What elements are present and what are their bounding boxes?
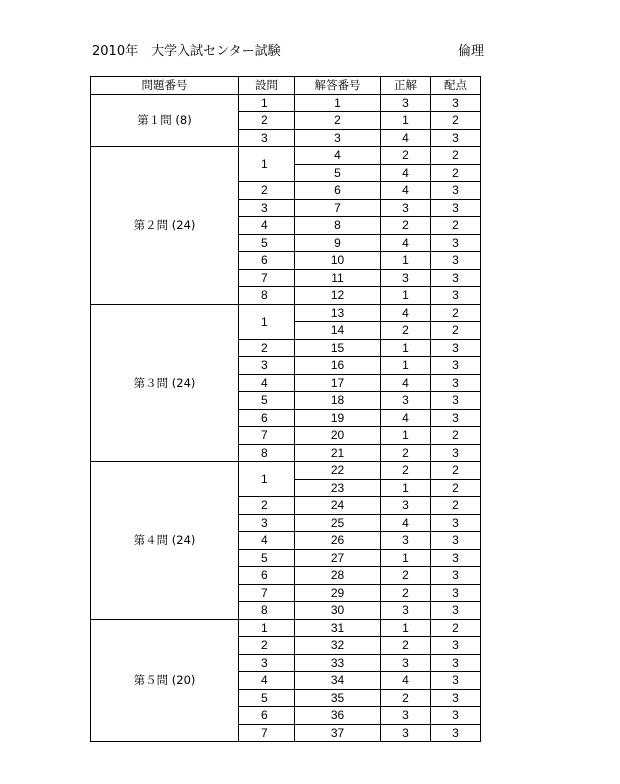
sub-question-number: 5 bbox=[239, 689, 295, 707]
points: 3 bbox=[431, 672, 481, 690]
table-row bbox=[91, 147, 481, 165]
sub-question-number: 7 bbox=[239, 427, 295, 445]
points: 3 bbox=[431, 444, 481, 462]
correct-answer: 4 bbox=[381, 129, 431, 147]
points: 3 bbox=[431, 724, 481, 742]
answer-number: 21 bbox=[295, 444, 381, 462]
answer-number: 31 bbox=[295, 619, 381, 637]
points: 2 bbox=[431, 217, 481, 235]
points: 3 bbox=[431, 269, 481, 287]
answer-number: 32 bbox=[295, 637, 381, 655]
points: 2 bbox=[431, 427, 481, 445]
correct-answer: 1 bbox=[381, 427, 431, 445]
sub-question-number: 6 bbox=[239, 409, 295, 427]
answer-number: 3 bbox=[295, 129, 381, 147]
points: 3 bbox=[431, 707, 481, 725]
points: 3 bbox=[431, 94, 481, 112]
header-sub-question: 設問 bbox=[239, 77, 295, 95]
correct-answer: 4 bbox=[381, 514, 431, 532]
correct-answer: 1 bbox=[381, 479, 431, 497]
sub-question-number: 1 bbox=[239, 619, 295, 637]
answer-number: 25 bbox=[295, 514, 381, 532]
correct-answer: 2 bbox=[381, 567, 431, 585]
correct-answer: 2 bbox=[381, 689, 431, 707]
table-row bbox=[91, 94, 481, 112]
answer-number: 27 bbox=[295, 549, 381, 567]
correct-answer: 3 bbox=[381, 532, 431, 550]
correct-answer: 2 bbox=[381, 637, 431, 655]
answer-number: 5 bbox=[295, 164, 381, 182]
correct-answer: 2 bbox=[381, 462, 431, 480]
answer-number: 22 bbox=[295, 462, 381, 480]
points: 2 bbox=[431, 497, 481, 515]
answer-number: 11 bbox=[295, 269, 381, 287]
answer-number: 15 bbox=[295, 339, 381, 357]
answer-number: 37 bbox=[295, 724, 381, 742]
correct-answer: 4 bbox=[381, 374, 431, 392]
points: 3 bbox=[431, 374, 481, 392]
answer-number: 20 bbox=[295, 427, 381, 445]
correct-answer: 1 bbox=[381, 287, 431, 305]
header-correct-answer: 正解 bbox=[381, 77, 431, 95]
points: 2 bbox=[431, 619, 481, 637]
answer-number: 18 bbox=[295, 392, 381, 410]
answer-table bbox=[90, 76, 481, 742]
points: 3 bbox=[431, 339, 481, 357]
table-row bbox=[91, 462, 481, 480]
points: 3 bbox=[431, 567, 481, 585]
answer-number: 16 bbox=[295, 357, 381, 375]
answer-number: 8 bbox=[295, 217, 381, 235]
answer-number: 4 bbox=[295, 147, 381, 165]
points: 3 bbox=[431, 637, 481, 655]
answer-number: 36 bbox=[295, 707, 381, 725]
points: 3 bbox=[431, 689, 481, 707]
sub-question-number: 8 bbox=[239, 602, 295, 620]
answer-number: 9 bbox=[295, 234, 381, 252]
sub-question-number: 5 bbox=[239, 392, 295, 410]
correct-answer: 3 bbox=[381, 602, 431, 620]
sub-question-number: 7 bbox=[239, 584, 295, 602]
points: 3 bbox=[431, 654, 481, 672]
correct-answer: 4 bbox=[381, 672, 431, 690]
correct-answer: 2 bbox=[381, 444, 431, 462]
correct-answer: 1 bbox=[381, 112, 431, 130]
correct-answer: 2 bbox=[381, 322, 431, 340]
header-points: 配点 bbox=[431, 77, 481, 95]
sub-question-number: 2 bbox=[239, 497, 295, 515]
sub-question-number: 4 bbox=[239, 532, 295, 550]
table-row bbox=[91, 304, 481, 322]
points: 3 bbox=[431, 392, 481, 410]
sub-question-number: 8 bbox=[239, 444, 295, 462]
answer-number: 12 bbox=[295, 287, 381, 305]
answer-number: 2 bbox=[295, 112, 381, 130]
correct-answer: 1 bbox=[381, 549, 431, 567]
correct-answer: 4 bbox=[381, 409, 431, 427]
answer-number: 1 bbox=[295, 94, 381, 112]
sub-question-number: 3 bbox=[239, 357, 295, 375]
correct-answer: 2 bbox=[381, 584, 431, 602]
correct-answer: 2 bbox=[381, 217, 431, 235]
sub-question-number: 6 bbox=[239, 567, 295, 585]
sub-question-number: 4 bbox=[239, 217, 295, 235]
answer-number: 14 bbox=[295, 322, 381, 340]
points: 3 bbox=[431, 514, 481, 532]
question-group-label: 第５問 (20) bbox=[91, 619, 239, 742]
exam-title: 2010年 大学入試センター試験 bbox=[92, 44, 281, 59]
table-header-row bbox=[91, 77, 481, 95]
sub-question-number: 5 bbox=[239, 549, 295, 567]
correct-answer: 1 bbox=[381, 619, 431, 637]
points: 2 bbox=[431, 322, 481, 340]
sub-question-number: 2 bbox=[239, 637, 295, 655]
sub-question-number: 4 bbox=[239, 672, 295, 690]
sub-question-number: 6 bbox=[239, 252, 295, 270]
points: 3 bbox=[431, 252, 481, 270]
points: 3 bbox=[431, 584, 481, 602]
points: 3 bbox=[431, 549, 481, 567]
sub-question-number: 6 bbox=[239, 707, 295, 725]
correct-answer: 3 bbox=[381, 94, 431, 112]
sub-question-number: 8 bbox=[239, 287, 295, 305]
points: 3 bbox=[431, 532, 481, 550]
points: 3 bbox=[431, 602, 481, 620]
header-answer-number: 解答番号 bbox=[295, 77, 381, 95]
answer-number: 30 bbox=[295, 602, 381, 620]
points: 3 bbox=[431, 234, 481, 252]
correct-answer: 3 bbox=[381, 707, 431, 725]
sub-question-number: 2 bbox=[239, 182, 295, 200]
points: 3 bbox=[431, 182, 481, 200]
header-question-number: 問題番号 bbox=[91, 77, 239, 95]
answer-number: 33 bbox=[295, 654, 381, 672]
answer-number: 13 bbox=[295, 304, 381, 322]
sub-question-number: 2 bbox=[239, 112, 295, 130]
correct-answer: 2 bbox=[381, 147, 431, 165]
correct-answer: 3 bbox=[381, 392, 431, 410]
subject-label: 倫理 bbox=[457, 44, 484, 59]
sub-question-number: 1 bbox=[239, 304, 295, 339]
table-row bbox=[91, 619, 481, 637]
table-body bbox=[91, 94, 481, 742]
correct-answer: 1 bbox=[381, 252, 431, 270]
answer-number: 29 bbox=[295, 584, 381, 602]
sub-question-number: 1 bbox=[239, 147, 295, 182]
answer-number: 34 bbox=[295, 672, 381, 690]
sub-question-number: 3 bbox=[239, 514, 295, 532]
correct-answer: 4 bbox=[381, 304, 431, 322]
answer-number: 6 bbox=[295, 182, 381, 200]
correct-answer: 4 bbox=[381, 164, 431, 182]
points: 2 bbox=[431, 147, 481, 165]
sub-question-number: 3 bbox=[239, 654, 295, 672]
question-group-label: 第３問 (24) bbox=[91, 304, 239, 462]
points: 3 bbox=[431, 129, 481, 147]
points: 3 bbox=[431, 287, 481, 305]
answer-number: 26 bbox=[295, 532, 381, 550]
sub-question-number: 4 bbox=[239, 374, 295, 392]
answer-number: 24 bbox=[295, 497, 381, 515]
points: 2 bbox=[431, 164, 481, 182]
page-header bbox=[92, 40, 484, 60]
correct-answer: 3 bbox=[381, 199, 431, 217]
answer-number: 7 bbox=[295, 199, 381, 217]
correct-answer: 1 bbox=[381, 357, 431, 375]
answer-number: 17 bbox=[295, 374, 381, 392]
sub-question-number: 7 bbox=[239, 724, 295, 742]
answer-number: 10 bbox=[295, 252, 381, 270]
question-group-label: 第２問 (24) bbox=[91, 147, 239, 305]
points: 2 bbox=[431, 479, 481, 497]
sub-question-number: 1 bbox=[239, 94, 295, 112]
sub-question-number: 5 bbox=[239, 234, 295, 252]
answer-number: 35 bbox=[295, 689, 381, 707]
sub-question-number: 7 bbox=[239, 269, 295, 287]
correct-answer: 3 bbox=[381, 724, 431, 742]
points: 3 bbox=[431, 409, 481, 427]
question-group-label: 第４問 (24) bbox=[91, 462, 239, 620]
points: 2 bbox=[431, 112, 481, 130]
correct-answer: 1 bbox=[381, 339, 431, 357]
correct-answer: 4 bbox=[381, 182, 431, 200]
points: 2 bbox=[431, 304, 481, 322]
points: 3 bbox=[431, 199, 481, 217]
sub-question-number: 3 bbox=[239, 199, 295, 217]
points: 3 bbox=[431, 357, 481, 375]
answer-number: 19 bbox=[295, 409, 381, 427]
correct-answer: 3 bbox=[381, 269, 431, 287]
correct-answer: 4 bbox=[381, 234, 431, 252]
correct-answer: 3 bbox=[381, 654, 431, 672]
answer-number: 28 bbox=[295, 567, 381, 585]
sub-question-number: 1 bbox=[239, 462, 295, 497]
sub-question-number: 3 bbox=[239, 129, 295, 147]
question-group-label: 第１問 (8) bbox=[91, 94, 239, 147]
correct-answer: 3 bbox=[381, 497, 431, 515]
sub-question-number: 2 bbox=[239, 339, 295, 357]
points: 2 bbox=[431, 462, 481, 480]
answer-number: 23 bbox=[295, 479, 381, 497]
